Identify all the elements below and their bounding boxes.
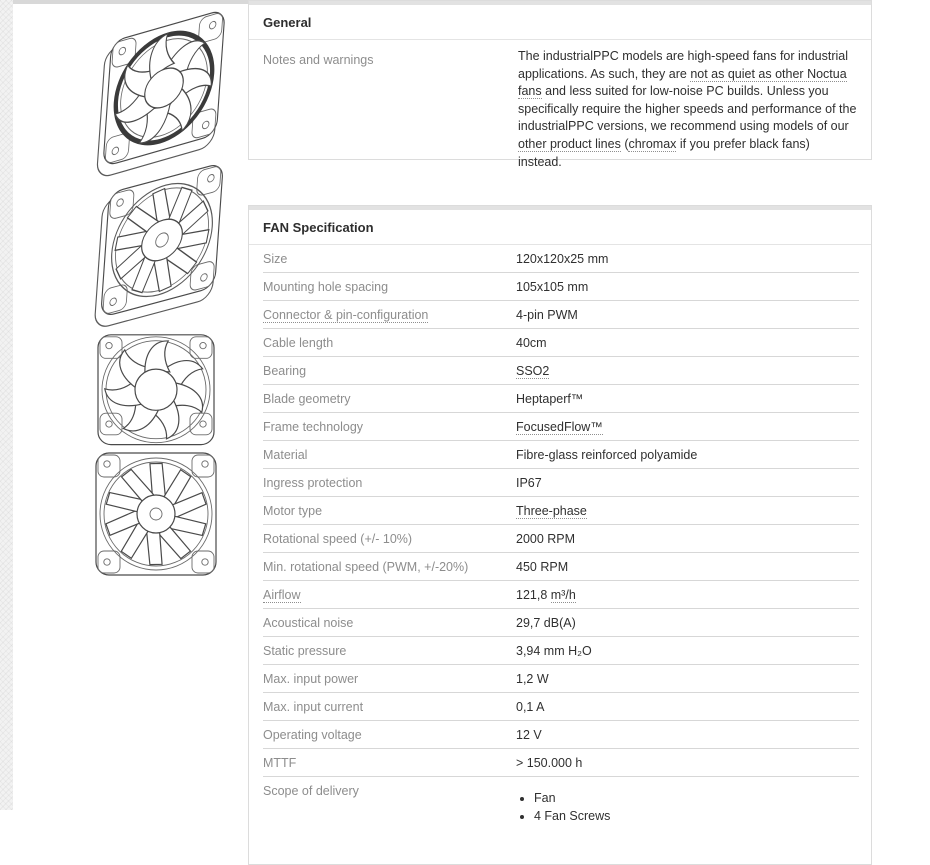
spec-table-row: [263, 777, 859, 831]
spec-row-value: [516, 475, 859, 490]
spec-row-value: [516, 307, 859, 322]
spec-row-value: [516, 755, 859, 770]
spec-value-text: 0,1 A: [516, 700, 545, 714]
spec-row-label: [263, 335, 516, 350]
spec-value-text: 40cm: [516, 336, 547, 350]
fan-rear-illustration: [92, 450, 220, 580]
inline-tooltip-link[interactable]: chromax: [628, 136, 677, 151]
spec-label-text: Material: [263, 448, 308, 462]
spec-label-text: Min. rotational speed (PWM, +/-20%): [263, 560, 469, 574]
page-edge-texture: [0, 0, 13, 810]
spec-row-value: [516, 671, 859, 686]
spec-table-row: [263, 693, 859, 721]
fan-specification-section: [248, 205, 872, 865]
spec-table-row: [263, 413, 859, 441]
spec-table-row: [263, 441, 859, 469]
spec-row-value: [516, 251, 859, 266]
spec-value-text: 450 RPM: [516, 560, 569, 574]
spec-label-text: Max. input power: [263, 672, 359, 686]
spec-label-text: Cable length: [263, 336, 334, 350]
spec-row-value: [516, 447, 859, 462]
fan-thumbnail-iso-rear[interactable]: [83, 152, 233, 322]
spec-row-label: [263, 559, 516, 574]
spec-table-row: [263, 637, 859, 665]
spec-row-value: [516, 615, 859, 630]
spec-row-value: [516, 531, 859, 546]
spec-table-row: [263, 553, 859, 581]
spec-row-value: [516, 587, 859, 602]
spec-value-text: IP67: [516, 476, 542, 490]
spec-table-row: [263, 301, 859, 329]
spec-value-text: 3,94 mm H₂O: [516, 644, 592, 658]
notes-and-warnings-label: Notes and warnings: [263, 53, 374, 67]
spec-row-label: [263, 447, 516, 462]
spec-value-tooltip-link[interactable]: FocusedFlow™: [516, 420, 603, 434]
spec-value-tooltip-link[interactable]: m³/h: [550, 588, 576, 602]
paragraph-text: The industrialPPC models are high-speed fans for industrial applications. As such, they are: [518, 49, 849, 81]
spec-row-label: [263, 671, 516, 686]
scope-of-delivery-list: [534, 790, 859, 825]
spec-label-tooltip-link[interactable]: Airflow: [263, 588, 301, 602]
inline-tooltip-link[interactable]: other product lines: [518, 136, 621, 151]
spec-value-text: Fibre-glass reinforced polyamide: [516, 448, 698, 462]
spec-row-value: [516, 363, 859, 378]
spec-row-label: [263, 531, 516, 546]
spec-value-text: 1,2 W: [516, 672, 549, 686]
spec-table-row: [263, 609, 859, 637]
spec-label-text: Bearing: [263, 364, 307, 378]
spec-table-row: [263, 329, 859, 357]
spec-table-row: [263, 497, 859, 525]
fan-thumbnail-iso-front[interactable]: [86, 2, 234, 170]
spec-label-text: Motor type: [263, 504, 323, 518]
spec-label-text: Max. input current: [263, 700, 364, 714]
spec-label-text: Operating voltage: [263, 728, 362, 742]
fan-thumbnail-rear[interactable]: [92, 450, 220, 580]
spec-value-text: Heptaperf™: [516, 392, 584, 406]
spec-table-row: [263, 581, 859, 609]
spec-row-label: [263, 475, 516, 490]
spec-table-row: [263, 273, 859, 301]
paragraph-text: if you prefer black fans) instead.: [518, 136, 810, 169]
spec-row-value: [516, 783, 859, 825]
fan-iso-front-illustration: [86, 2, 234, 170]
spec-label-text: Static pressure: [263, 644, 347, 658]
spec-label-text: Frame technology: [263, 420, 364, 434]
spec-row-label: [263, 783, 516, 825]
inline-tooltip-link[interactable]: not as quiet as other Noctua fans: [518, 66, 847, 99]
spec-row-label: [263, 419, 516, 434]
general-section: [248, 0, 872, 169]
spec-table-row: [263, 385, 859, 413]
spec-label-tooltip-link[interactable]: Connector & pin-configuration: [263, 308, 429, 322]
spec-value-tooltip-link[interactable]: SSO2: [516, 364, 550, 378]
paragraph-text: (: [620, 136, 629, 151]
spec-value-text: 105x105 mm: [516, 280, 589, 294]
spec-row-label: [263, 587, 516, 602]
spec-table-row: [263, 665, 859, 693]
spec-value-text: 120x120x25 mm: [516, 252, 609, 266]
spec-row-value: [516, 279, 859, 294]
spec-table-row: [263, 721, 859, 749]
spec-value-text: 4-pin PWM: [516, 308, 578, 322]
spec-label-text: Mounting hole spacing: [263, 280, 389, 294]
spec-value-text: 121,8: [516, 588, 551, 602]
spec-row-value: [516, 419, 859, 434]
spec-row-value: [516, 559, 859, 574]
spec-row-label: [263, 251, 516, 266]
spec-label-text: Rotational speed (+/- 10%): [263, 532, 413, 546]
spec-row-value: [516, 391, 859, 406]
spec-row-value: [516, 503, 859, 518]
delivery-list-item: • 4 Fan Screws: [534, 808, 859, 826]
spec-table-row: [263, 469, 859, 497]
spec-row-label: [263, 307, 516, 322]
spec-row-label: [263, 727, 516, 742]
spec-label-text: Ingress protection: [263, 476, 363, 490]
delivery-list-item: • Fan: [534, 790, 859, 808]
fan-thumbnail-front[interactable]: [95, 330, 217, 444]
spec-value-tooltip-link[interactable]: Three-phase: [516, 504, 587, 518]
spec-table-row: [263, 357, 859, 385]
spec-row-label: [263, 363, 516, 378]
paragraph-text: and less suited for low-noise PC builds. Unless you specifically require the higher speeds and performance of the industrialPPC versions, we recommend using models of our: [518, 84, 857, 134]
spec-row-label: [263, 643, 516, 658]
fan-front-illustration: [95, 330, 217, 444]
spec-table-row: [263, 749, 859, 777]
spec-row-label: [263, 279, 516, 294]
spec-row-label: [263, 755, 516, 770]
spec-table-row: [263, 245, 859, 273]
spec-label-text: Blade geometry: [263, 392, 351, 406]
spec-section-title: FAN Specification: [249, 210, 871, 245]
spec-value-text: 29,7 dB(A): [516, 616, 576, 630]
spec-row-value: [516, 727, 859, 742]
spec-row-value: [516, 699, 859, 714]
spec-row-label: [263, 615, 516, 630]
spec-value-text: 2000 RPM: [516, 532, 576, 546]
spec-label-text: Scope of delivery: [263, 784, 359, 798]
spec-label-text: Size: [263, 252, 288, 266]
spec-label-text: Acoustical noise: [263, 616, 354, 630]
spec-row-label: [263, 699, 516, 714]
general-content: [249, 40, 871, 181]
spec-value-text: 12 V: [516, 728, 542, 742]
spec-row-value: [516, 335, 859, 350]
spec-row-label: [263, 391, 516, 406]
spec-label-text: MTTF: [263, 756, 297, 770]
spec-value-text: > 150.000 h: [516, 756, 583, 770]
spec-row-value: [516, 643, 859, 658]
notes-and-warnings-text: [518, 48, 859, 171]
spec-table: [249, 245, 871, 831]
spec-row-label: [263, 503, 516, 518]
fan-iso-rear-illustration: [83, 152, 233, 322]
spec-table-row: [263, 525, 859, 553]
general-section-title: General: [249, 5, 871, 40]
